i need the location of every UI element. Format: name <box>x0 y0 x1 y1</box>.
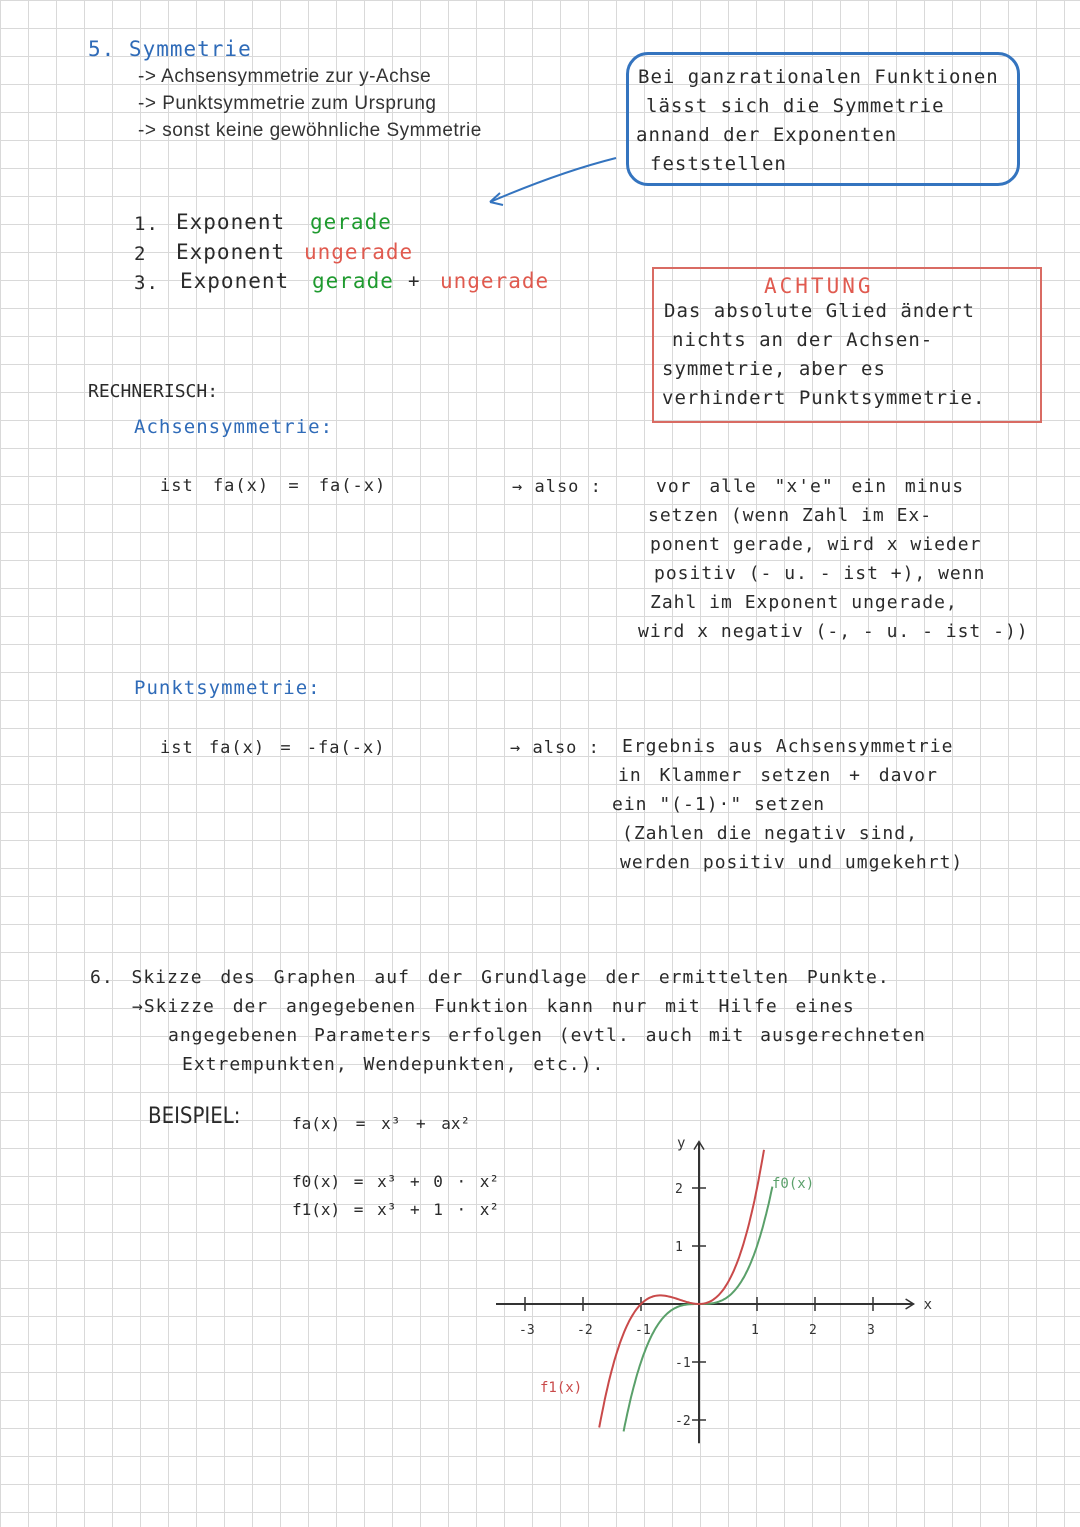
bullet-2: -> Punktsymmetrie zum Ursprung <box>138 93 437 114</box>
achsen-explain-1: vor alle "x'e" ein minus <box>656 476 965 497</box>
punkt-explain-3: ein "(-1)·" setzen <box>612 794 826 815</box>
achsen-also: → also : <box>512 477 602 497</box>
punkt-formula: ist fa(x) = -fa(-x) <box>160 738 386 758</box>
list-plus-3: + <box>408 270 421 292</box>
list-parity-3: gerade <box>312 269 394 293</box>
x-tick-label: -2 <box>577 1323 593 1338</box>
punkt-also: → also : <box>510 738 600 758</box>
list-num-3: 3. <box>134 272 159 294</box>
warning-line-1: Das absolute Glied ändert <box>664 300 975 322</box>
example-f1: f1(x) = x³ + 1 · x² <box>292 1200 500 1219</box>
punkt-title: Punktsymmetrie: <box>134 677 321 699</box>
achsen-explain-6: wird x negativ (-, - u. - ist -)) <box>638 621 1029 642</box>
y-tick-label: -2 <box>675 1414 691 1429</box>
note-line-3: annand der Exponenten <box>636 124 898 146</box>
list-num-1: 1. <box>134 213 159 235</box>
list-parity-3b: ungerade <box>440 269 550 293</box>
achsen-explain-3: ponent gerade, wird x wieder <box>650 534 982 555</box>
example-f0: f0(x) = x³ + 0 · x² <box>292 1172 500 1191</box>
y-tick-label: 1 <box>675 1240 683 1255</box>
x-tick-label: -3 <box>519 1323 535 1338</box>
punkt-explain-1: Ergebnis aus Achsensymmetrie <box>622 736 954 757</box>
warning-line-2: nichts an der Achsen- <box>672 329 934 351</box>
list-label-2: Exponent <box>176 240 286 264</box>
warning-title: ACHTUNG <box>764 274 874 298</box>
bullet-1: -> Achsensymmetrie zur y-Achse <box>138 66 432 87</box>
x-tick-label: 2 <box>809 1323 817 1338</box>
x-tick-label: 1 <box>751 1323 759 1338</box>
section6-line-3: Extrempunkten, Wendepunkten, etc.). <box>182 1054 605 1075</box>
beispiel-label: BEISPIEL: <box>148 1104 241 1129</box>
punkt-explain-2: in Klammer setzen + davor <box>618 765 938 786</box>
chart-axes <box>496 1142 914 1444</box>
achsen-formula: ist fa(x) = fa(-x) <box>160 476 387 496</box>
note-line-1: Bei ganzrationalen Funktionen <box>638 66 999 88</box>
rechnerisch-label: RECHNERISCH: <box>88 381 219 402</box>
achsen-title: Achsensymmetrie: <box>134 416 334 438</box>
list-label-1: Exponent <box>176 210 286 234</box>
list-num-2: 2 <box>134 243 147 265</box>
section6-line-2: angegebenen Parameters erfolgen (evtl. auch mit ausgerechneten <box>168 1025 926 1046</box>
achsen-explain-5: Zahl im Exponent ungerade, <box>650 592 958 613</box>
series-label-f1: f1(x) <box>540 1380 583 1396</box>
y-axis-label: y <box>677 1135 686 1152</box>
warning-line-3: symmetrie, aber es <box>662 358 886 380</box>
series-label-f0: f0(x) <box>772 1176 815 1192</box>
note-arrow <box>490 158 616 202</box>
section5-heading: 5. Symmetrie <box>88 37 252 61</box>
list-parity-1: gerade <box>310 210 392 234</box>
x-axis-label: x <box>923 1297 933 1313</box>
section6-heading: 6. Skizze des Graphen auf der Grundlage der ermittelten Punkte. <box>90 967 890 988</box>
punkt-explain-5: werden positiv und umgekehrt) <box>620 852 964 873</box>
y-tick-label: 2 <box>675 1182 683 1197</box>
list-parity-2: ungerade <box>304 240 414 264</box>
achsen-explain-2: setzen (wenn Zahl im Ex- <box>648 505 933 526</box>
warning-line-4: verhindert Punktsymmetrie. <box>662 387 986 409</box>
x-tick-label: -1 <box>635 1323 651 1338</box>
example-function: fa(x) = x³ + ax² <box>292 1114 471 1133</box>
note-line-2: lässt sich die Symmetrie <box>646 95 945 117</box>
bullet-3: -> sonst keine gewöhnliche Symmetrie <box>138 120 482 141</box>
chart-labels <box>519 1136 932 1429</box>
y-tick-label: -1 <box>675 1356 691 1371</box>
chart-curves <box>599 1150 772 1432</box>
list-label-3: Exponent <box>180 269 290 293</box>
x-tick-label: 3 <box>867 1323 875 1338</box>
punkt-explain-4: (Zahlen die negativ sind, <box>622 823 918 844</box>
achsen-explain-4: positiv (- u. - ist +), wenn <box>654 563 986 584</box>
note-line-4: feststellen <box>650 153 787 175</box>
section6-line-1: →Skizze der angegebenen Funktion kann nur mit Hilfe eines <box>132 996 855 1017</box>
